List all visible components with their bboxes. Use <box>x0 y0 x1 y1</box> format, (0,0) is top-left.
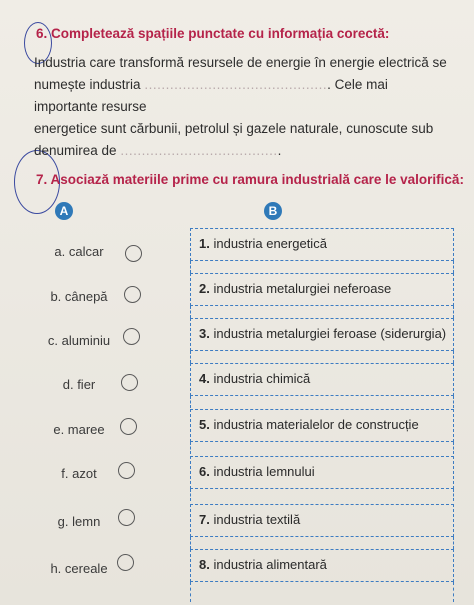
industry-num-8: 8. <box>199 557 210 572</box>
item-a: a. calcar <box>54 244 104 259</box>
ex6-line-4-end: . <box>277 143 282 158</box>
industry-label-8: industria alimentară <box>213 557 327 572</box>
industry-num-2: 2. <box>199 281 210 296</box>
industry-label-3: industria metalurgiei feroase (siderurgia) <box>213 326 447 341</box>
ex6-line-4 <box>34 140 454 162</box>
box-connector <box>190 582 454 602</box>
industry-label-7: industria textilă <box>213 512 301 527</box>
box-connector <box>190 306 454 318</box>
industry-label-1: industria energetică <box>213 236 327 251</box>
answer-circle-g[interactable] <box>118 509 135 526</box>
box-connector <box>190 261 454 273</box>
answer-circle-c[interactable] <box>123 328 140 345</box>
industry-num-7: 7. <box>199 512 210 527</box>
answer-circle-a[interactable] <box>125 245 142 262</box>
answer-circle-d[interactable] <box>121 374 138 391</box>
exercise-6-heading: 6. Completează spațiile punctate cu informația corectă: <box>36 26 390 41</box>
column-a-badge: A <box>55 202 73 220</box>
industry-label-4: industria chimică <box>213 371 311 386</box>
exercise-7-heading: 7. Asociază materiile prime cu ramura industrială care le valorifică: <box>36 172 464 187</box>
answer-circle-e[interactable] <box>120 418 137 435</box>
item-e: e. maree <box>53 422 105 437</box>
exercise-6-text <box>34 52 454 162</box>
item-c: c. aluminiu <box>47 333 111 348</box>
industry-num-3: 3. <box>199 326 210 341</box>
item-f: f. azot <box>61 466 97 481</box>
item-d: d. fier <box>62 377 96 392</box>
industry-num-1: 1. <box>199 236 210 251</box>
item-g: g. lemn <box>57 514 101 529</box>
box-connector <box>190 351 454 363</box>
answer-circle-b[interactable] <box>124 286 141 303</box>
industry-box-6 <box>190 456 454 489</box>
ex6-line-2-start: numește industria <box>34 77 141 92</box>
box-connector <box>190 442 454 454</box>
industry-label-6: industria lemnului <box>213 464 315 479</box>
industry-num-6: 6. <box>199 464 210 479</box>
industry-box-8 <box>190 549 454 582</box>
ex6-line-2-end: . Cele mai importante resurse <box>34 77 388 114</box>
industry-label-2: industria metalurgiei neferoase <box>213 281 392 296</box>
ex6-line-1: Industria care transformă resursele de energie în energie electrică se <box>34 55 447 70</box>
industry-num-5: 5. <box>199 417 210 432</box>
blank-1[interactable]: ........................................... <box>144 77 328 92</box>
answer-circle-h[interactable] <box>117 554 134 571</box>
industry-num-4: 4. <box>199 371 210 386</box>
industry-box-4 <box>190 363 454 396</box>
column-b-badge: B <box>264 202 282 220</box>
ex6-line-4-start: denumirea de <box>34 143 117 158</box>
box-connector <box>190 537 454 549</box>
ex6-line-2 <box>34 74 454 118</box>
industry-label-5: industria materialelor de construcție <box>213 417 419 432</box>
ex6-line-3: energetice sunt cărbunii, petrolul și gazele naturale, cunoscute sub <box>34 121 434 136</box>
box-connector <box>190 489 454 501</box>
industry-box-3 <box>190 318 454 351</box>
industry-box-1 <box>190 228 454 261</box>
industry-box-2 <box>190 273 454 306</box>
blank-2[interactable]: ..................................... <box>120 143 278 158</box>
item-b: b. cânepă <box>50 289 108 304</box>
answer-circle-f[interactable] <box>118 462 135 479</box>
industry-box-7 <box>190 504 454 537</box>
industry-box-5 <box>190 409 454 442</box>
box-connector <box>190 396 454 408</box>
item-h: h. cereale <box>50 561 108 576</box>
